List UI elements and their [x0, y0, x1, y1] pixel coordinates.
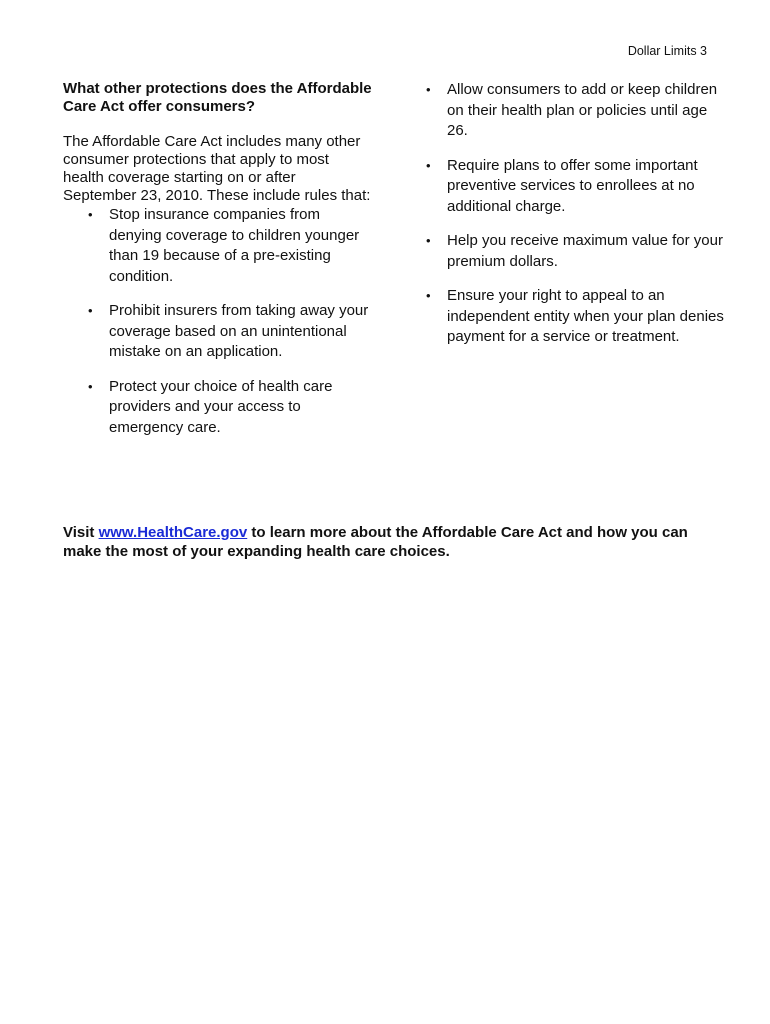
intro-paragraph: The Affordable Care Act includes many other consumer protections that apply to most health coverage starting on or after September 23, 2010. These include rules that: — [63, 133, 371, 204]
list-item-text: Stop insurance companies from denying coverage to children younger than 19 because of a pre-existing condition. — [109, 206, 360, 285]
left-column — [63, 80, 373, 452]
bullet-icon: • — [426, 288, 431, 303]
list-item-text: Require plans to offer some important preventive services to enrollees at no additional charge. — [447, 156, 698, 215]
list-item — [424, 231, 724, 272]
footer-suffix: to learn more about the Affordable Care Act and how you can make the most of your expanding health care choices. — [63, 524, 688, 560]
right-bullet-list — [424, 80, 724, 348]
list-item — [424, 156, 724, 218]
list-item-text: Prohibit insurers from taking away your coverage based on an unintentional mistake on an application. — [109, 302, 369, 360]
bullet-icon: • — [426, 157, 431, 173]
bullet-icon: • — [426, 233, 431, 248]
list-item — [86, 301, 373, 363]
page-header: Dollar Limits 3 — [627, 44, 707, 58]
list-item-text: Ensure your right to appeal to an independent entity when your plan denies payment for a service or treatment. — [447, 287, 724, 345]
footer-prefix: Visit — [63, 524, 99, 541]
list-item — [424, 80, 724, 142]
footer-note — [63, 523, 723, 561]
bullet-icon: • — [426, 82, 431, 97]
right-column — [424, 80, 724, 362]
bullet-icon: • — [88, 303, 93, 318]
list-item — [424, 286, 724, 348]
list-item-text: Protect your choice of health care providers and your access to emergency care. — [109, 377, 333, 436]
bullet-icon: • — [88, 207, 93, 222]
left-bullet-list — [86, 205, 373, 438]
list-item — [86, 205, 373, 287]
list-item-text: Allow consumers to add or keep children on their health plan or policies until age 26. — [447, 81, 718, 139]
list-item-text: Help you receive maximum value for your premium dollars. — [447, 232, 723, 270]
healthcare-gov-link[interactable]: www.HealthCare.gov — [98, 524, 248, 541]
list-item — [86, 377, 373, 439]
section-heading: What other protections does the Affordable Care Act offer consumers? — [63, 80, 372, 115]
bullet-icon: • — [88, 378, 93, 394]
